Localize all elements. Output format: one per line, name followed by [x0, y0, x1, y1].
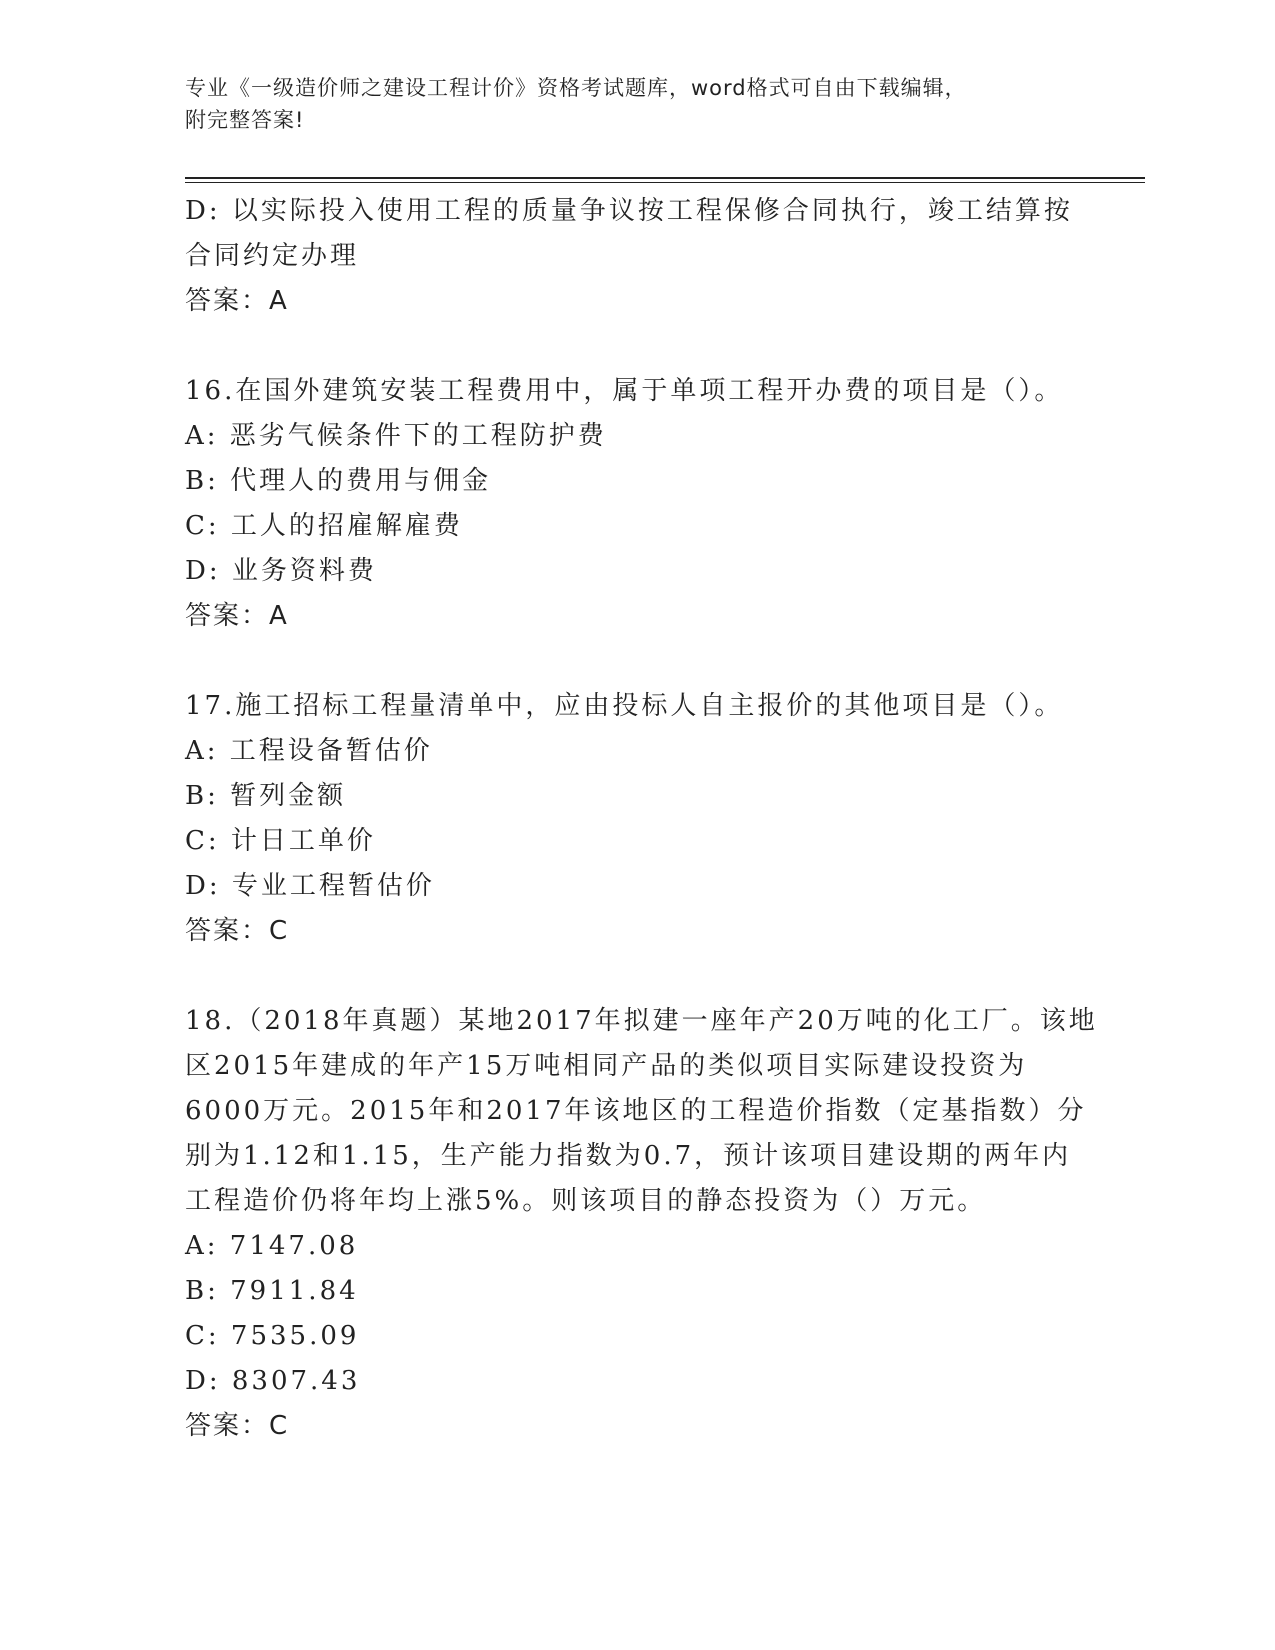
- question-stem-line-3: 6000万元。2015年和2017年该地区的工程造价指数（定基指数）分: [185, 1096, 1087, 1126]
- option-b: B: 代理人的费用与佣金: [185, 466, 492, 496]
- option-d-line-2: 合同约定办理: [185, 241, 360, 271]
- answer-17: 答案：C: [185, 916, 290, 946]
- question-18: [185, 999, 1098, 1449]
- question-stem-line-4: 别为1.12和1.15，生产能力指数为0.7，预计该项目建设期的两年内: [185, 1141, 1072, 1171]
- option-d: D: 业务资料费: [185, 556, 377, 586]
- header-divider-thick: [185, 177, 1145, 179]
- question-15-continuation: [185, 189, 1085, 324]
- question-16: [185, 369, 1085, 639]
- option-d: D: 8307.43: [185, 1366, 361, 1396]
- option-c: C: 计日工单价: [185, 826, 376, 856]
- header-line-1: 专业《一级造价师之建设工程计价》资格考试题库，word格式可自由下载编辑，: [185, 76, 967, 100]
- option-b: B: 7911.84: [185, 1276, 359, 1306]
- question-stem-line-5: 工程造价仍将年均上涨5%。则该项目的静态投资为（）万元。: [185, 1186, 987, 1216]
- option-c: C: 7535.09: [185, 1321, 360, 1351]
- option-a: A: 恶劣气候条件下的工程防护费: [185, 421, 607, 451]
- question-stem: 16.在国外建筑安装工程费用中，属于单项工程开办费的项目是（）。: [185, 376, 1064, 406]
- answer-15: 答案：A: [185, 286, 289, 316]
- option-a: A: 7147.08: [185, 1231, 359, 1261]
- header-divider-thin: [185, 182, 1145, 183]
- question-stem: 17.施工招标工程量清单中，应由投标人自主报价的其他项目是（）。: [185, 691, 1064, 721]
- option-d-line-1: D: 以实际投入使用工程的质量争议按工程保修合同执行，竣工结算按: [185, 196, 1073, 226]
- option-b: B: 暂列金额: [185, 781, 347, 811]
- answer-16: 答案：A: [185, 601, 289, 631]
- option-a: A: 工程设备暂估价: [185, 736, 433, 766]
- question-stem-line-1: 18.（2018年真题）某地2017年拟建一座年产20万吨的化工厂。该地: [185, 1006, 1098, 1036]
- spacer: [185, 954, 1085, 999]
- spacer: [185, 324, 1085, 369]
- header-line-2: 附完整答案!: [185, 108, 305, 132]
- question-stem-line-2: 区2015年建成的年产15万吨相同产品的类似项目实际建设投资为: [185, 1051, 1028, 1081]
- spacer: [185, 639, 1085, 684]
- document-header: [185, 72, 1065, 136]
- option-d: D: 专业工程暂估价: [185, 871, 435, 901]
- question-17: [185, 684, 1085, 954]
- answer-18: 答案：C: [185, 1411, 290, 1441]
- option-c: C: 工人的招雇解雇费: [185, 511, 463, 541]
- question-content: [185, 189, 1098, 1449]
